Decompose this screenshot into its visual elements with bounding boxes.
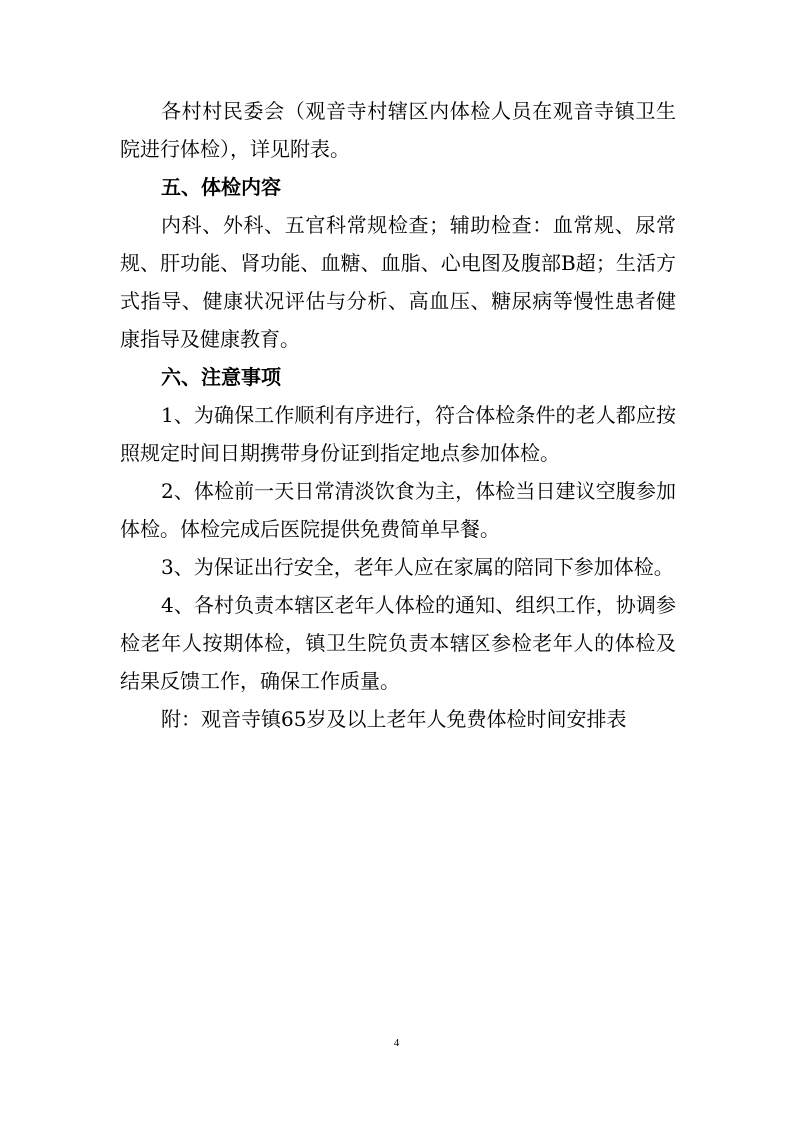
paragraph-exam-location: 各村村民委会（观音寺村辖区内体检人员在观音寺镇卫生院进行体检），详见附表。 [120,99,676,161]
paragraph-note-3: 3、为保证出行安全，老年人应在家属的陪同下参加体检。 [161,555,674,579]
paragraph-exam-items: 内科、外科、五官科常规检查；辅助检查：血常规、尿常规、肝功能、肾功能、血糖、血脂、心电图及腹部B超；生活方式指导、健康状况评估与分析、高血压、糖尿病等慢性患者健康指导及健康教育。 [120,213,676,351]
paragraph-note-1: 1、为确保工作顺利有序进行，符合体检条件的老人都应按照规定时间日期携带身份证到指定地点参加体检。 [120,403,676,465]
document-body [120,92,676,738]
paragraph-note-2: 2、体检前一天日常清淡饮食为主，体检当日建议空腹参加体检。体检完成后医院提供免费简单早餐。 [120,479,676,541]
heading-exam-content: 五、体检内容 [161,175,281,199]
paragraph-attachment: 附：观音寺镇65岁及以上老年人免费体检时间安排表 [161,707,627,731]
page-number: 4 [393,1037,400,1049]
paragraph-note-4: 4、各村负责本辖区老年人体检的通知、组织工作，协调参检老年人按期体检，镇卫生院负责本辖区参检老年人的体检及结果反馈工作，确保工作质量。 [120,593,676,693]
heading-notes: 六、注意事项 [161,365,281,389]
